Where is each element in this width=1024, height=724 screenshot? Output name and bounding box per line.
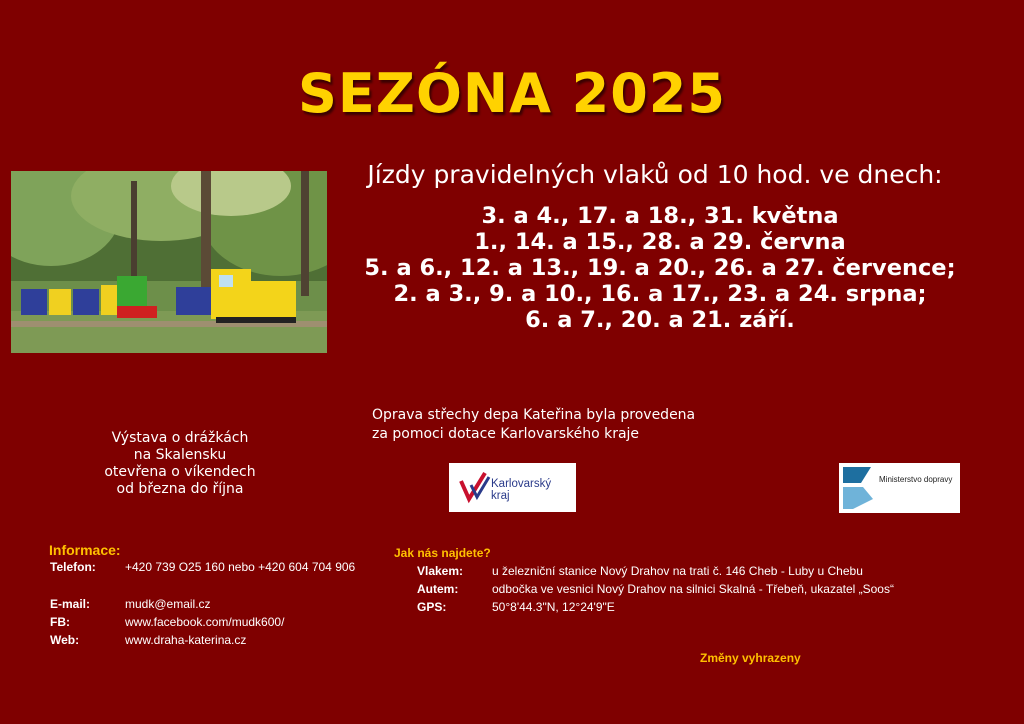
- schedule-intro: Jízdy pravidelných vlaků od 10 hod. ve dnech:: [367, 160, 943, 189]
- train-photo: [11, 171, 327, 353]
- email-link[interactable]: mudk@email.cz: [125, 597, 211, 611]
- repair-line: Oprava střechy depa Kateřina byla provedena: [372, 407, 696, 423]
- logo-text: kraj: [491, 490, 510, 502]
- logo-text: Ministerstvo dopravy: [879, 475, 953, 484]
- directions-label: Autem:: [417, 582, 459, 596]
- info-label: FB:: [50, 615, 70, 629]
- exhibition-line: od března do října: [116, 481, 244, 497]
- date-line: 6. a 7., 20. a 21. září.: [525, 307, 795, 333]
- date-line: 1., 14. a 15., 28. a 29. června: [474, 229, 846, 255]
- info-label: Telefon:: [50, 560, 96, 574]
- schedule-dates: [320, 203, 1000, 333]
- info-label: Web:: [50, 633, 80, 647]
- date-line: 3. a 4., 17. a 18., 31. května: [481, 203, 839, 229]
- gps-value: 50°8'44.3"N, 12°24'9"E: [492, 600, 615, 614]
- directions-heading: Jak nás najdete?: [394, 546, 491, 560]
- karlovarsky-kraj-logo: [449, 463, 576, 512]
- info-heading: Informace:: [49, 542, 121, 558]
- repair-note: [372, 406, 792, 444]
- date-line: 5. a 6., 12. a 13., 19. a 20., 26. a 27. července;: [364, 255, 956, 281]
- directions-value: u železniční stanice Nový Drahov na trati č. 146 Cheb - Luby u Chebu: [492, 564, 863, 578]
- repair-line: za pomoci dotace Karlovarského kraje: [372, 426, 640, 442]
- phone-value: +420 739 O25 160 nebo +420 604 704 906: [125, 560, 356, 574]
- logo-text: Karlovarský: [491, 478, 552, 490]
- page-title: SEZÓNA 2025: [298, 62, 726, 125]
- ministerstvo-dopravy-logo: [839, 463, 960, 513]
- directions-label: Vlakem:: [417, 564, 464, 578]
- directions-label: GPS:: [417, 600, 447, 614]
- facebook-link[interactable]: www.facebook.com/mudk600/: [125, 615, 285, 629]
- directions-value: odbočka ve vesnici Nový Drahov na silnici Skalná - Třebeň, ukazatel „Soos“: [492, 582, 894, 596]
- info-label: E-mail:: [50, 597, 91, 611]
- changes-reserved-note: Změny vyhrazeny: [700, 651, 801, 665]
- exhibition-note: [60, 430, 300, 498]
- web-link[interactable]: www.draha-katerina.cz: [125, 633, 247, 647]
- exhibition-line: otevřena o víkendech: [104, 464, 256, 480]
- exhibition-line: na Skalensku: [133, 447, 227, 463]
- exhibition-line: Výstava o drážkách: [111, 430, 249, 446]
- date-line: 2. a 3., 9. a 10., 16. a 17., 23. a 24. srpna;: [393, 281, 927, 307]
